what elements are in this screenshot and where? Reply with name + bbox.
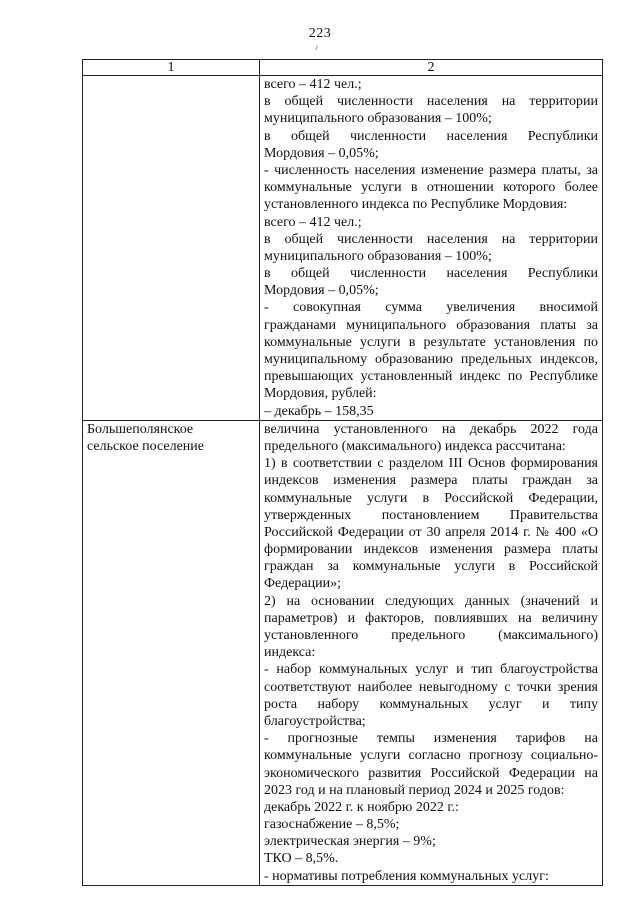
text-line: в общей численности населения Республики (264, 128, 598, 144)
text-line: электрическая энергия – 9%; (264, 834, 436, 850)
text-line: Мордовия – 0,05%; (264, 145, 379, 161)
text-line: муниципальному образованию предельных индексов, (264, 352, 598, 367)
text-line: 2) на основании следующих данных (значений и (264, 593, 598, 609)
text-line: - численность населения изменение размера платы, за (264, 162, 598, 178)
text-line: сельское поселение (87, 438, 204, 454)
text-line: - совокупная сумма увеличения вносимой (264, 300, 598, 316)
text-line: предельного (максимального) индекса рассчитана: (264, 438, 566, 454)
text-line: - набор коммунальных услуг и тип благоустройства (264, 662, 598, 678)
text-line: установленного индекса по Республике Мордовия: (264, 197, 568, 213)
text-line: утвержденных постановлением Правительства (264, 507, 598, 523)
text-line: формировании индексов изменения размера платы (264, 542, 598, 558)
text-line: - нормативы потребления коммунальных услуг: (264, 868, 549, 884)
text-line: роста набору коммунальных услуг и типу (264, 696, 598, 712)
text-line: коммунальные услуги в отношении которого более (264, 180, 598, 196)
text-line: 1) в соответствии с разделом III Основ формирования (264, 456, 598, 472)
column-header-2: 2 (260, 60, 603, 76)
table-row (83, 76, 603, 421)
table-row (83, 420, 603, 885)
document-table (82, 59, 603, 886)
text-line: экономического развития Российской Федерации на (264, 765, 598, 781)
text-line: Российской Федерации от 30 апреля 2014 г. № 400 «О (264, 524, 598, 540)
municipality-cell (83, 420, 260, 885)
text-line: коммунальные услуги в Российской Федерации, (264, 490, 598, 506)
pen-mark (315, 45, 321, 51)
text-line: благоустройства; (264, 713, 366, 729)
text-line: величина установленного на декабрь 2022 года (264, 421, 598, 437)
text-line: соответствуют наиболее невыгодному с точки зрения (264, 679, 598, 695)
text-line: ТКО – 8,5%. (264, 851, 339, 867)
text-line: – декабрь – 158,35 (264, 403, 374, 419)
municipality-cell (83, 76, 260, 421)
text-line: всего – 412 чел.; (264, 214, 362, 230)
text-line: Мордовия – 0,05%; (264, 283, 379, 299)
text-line: Федерации»; (264, 576, 342, 592)
text-line: муниципального образования – 100%; (264, 111, 492, 127)
text-line: превышающих установленный индекс по Республике (264, 369, 598, 385)
text-line: муниципального образования – 100%; (264, 248, 492, 264)
text-line: декабрь 2022 г. к ноябрю 2022 г.: (264, 799, 459, 815)
page-number: 223 (308, 26, 332, 41)
text-line: газоснабжение – 8,5%; (264, 817, 400, 833)
text-line: граждан за коммунальные услуги в Российской (264, 559, 598, 575)
text-line: Большеполянское (87, 421, 194, 437)
column-header-1: 1 (83, 60, 260, 76)
details-cell (260, 76, 603, 421)
text-line: в общей численности населения на территории (264, 231, 598, 247)
text-line: коммунальные услуги согласно прогнозу социально- (264, 748, 598, 764)
text-line: в общей численности населения Республики (264, 266, 598, 282)
text-line: индекса: (264, 645, 316, 661)
details-cell (260, 420, 603, 885)
text-line: установленного предельного (максимального) (264, 628, 598, 643)
table-header-row (83, 60, 603, 76)
text-line: 2023 год и на плановый период 2024 и 2025 годов: (264, 782, 565, 798)
text-line: гражданами муниципального образования платы за (264, 317, 598, 333)
text-line: - прогнозные темпы изменения тарифов на (264, 731, 598, 747)
text-line: коммунальные услуги в результате установления по (264, 334, 598, 350)
text-line: всего – 412 чел.; (264, 77, 362, 92)
text-line: параметров) и факторов, повлиявших на величину (264, 610, 598, 626)
text-line: индексов изменения размера платы граждан за (264, 473, 598, 489)
text-line: в общей численности населения на территории (264, 94, 598, 110)
text-line: Мордовия, рублей: (264, 386, 377, 402)
